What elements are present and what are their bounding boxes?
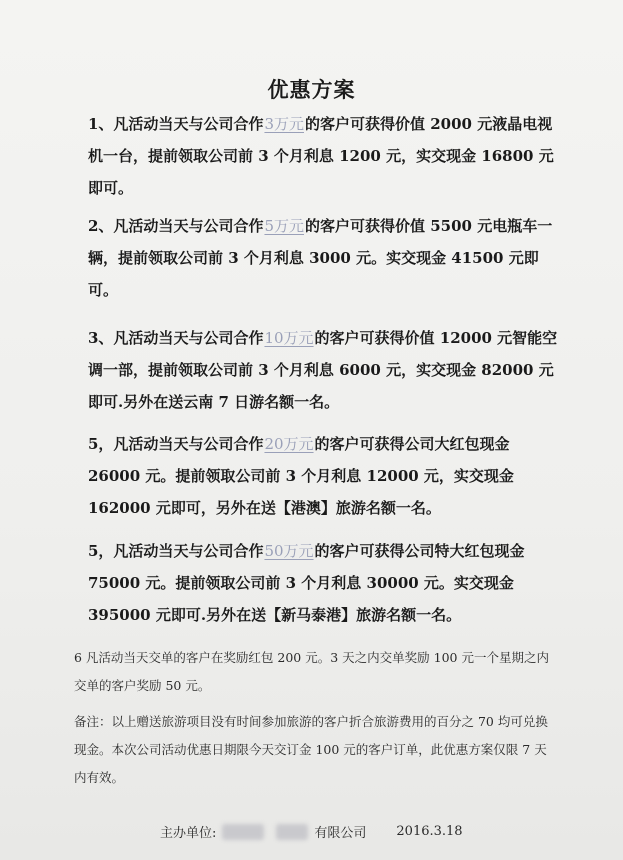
offer-text: 的客户可获得公司特大红包现金 75000 元。提前领取公司前 3 个月利息 30000 元。实交现金 395000 元即可.另外在送【新马泰港】旅游名额一名。 (88, 542, 525, 624)
offer-text: 的客户可获得价值 12000 元智能空调一部，提前领取公司前 3 个月利息 6000 元，实交现金 82000 元即可.另外在送云南 7 日游名额一名。 (88, 329, 558, 411)
offer-text: 2、凡活动当天与公司合作 (88, 217, 264, 235)
offer-text: 的客户可获得公司大红包现金 26000 元。提前领取公司前 3 个月利息 12000 元，实交现金 162000 元即可，另外在送【港澳】旅游名额一名。 (88, 435, 514, 517)
offer-amount: 10万元 (264, 329, 314, 347)
remark-note: 备注：以上赠送旅游项目没有时间参加旅游的客户折合旅游费用的百分之 70 均可兑换现金。本次公司活动优惠日期限今天交订金 100 元的客户订单，此优惠方案仅限 7 天内有效。 (74, 714, 548, 785)
redacted-block (222, 824, 264, 840)
offer-text: 5，凡活动当天与公司合作 (88, 542, 264, 560)
offer-item-2 (88, 210, 558, 306)
offer-text: 3、凡活动当天与公司合作 (88, 329, 264, 347)
offer-text: 1、凡活动当天与公司合作 (88, 115, 264, 133)
offer-amount: 5万元 (264, 217, 304, 235)
offer-amount: 20万元 (264, 435, 314, 453)
document-title: 优惠方案 (267, 77, 356, 102)
offer-item-3 (88, 322, 558, 418)
offer-item-5 (88, 535, 558, 631)
offer-amount: 3万元 (264, 115, 304, 133)
offer-text: 的客户可获得价值 5500 元电瓶车一辆，提前领取公司前 3 个月利息 3000 元。实交现金 41500 元即可。 (88, 217, 553, 299)
offer-item-4 (88, 428, 558, 524)
document-date: 2016.3.18 (396, 824, 463, 839)
offer-text: 5，凡活动当天与公司合作 (88, 435, 264, 453)
footer (160, 822, 463, 841)
offer-text: 的客户可获得价值 2000 元液晶电视机一台，提前领取公司前 3 个月利息 1200 元，实交现金 16800 元即可。 (88, 115, 554, 197)
bonus-note: 6 凡活动当天交单的客户在奖励红包 200 元。3 天之内交单奖励 100 元一个星期之内交单的客户奖励 50 元。 (74, 650, 549, 693)
redacted-block (276, 824, 308, 840)
company-suffix: 有限公司 (314, 826, 367, 841)
offer-amount: 50万元 (264, 542, 314, 560)
offer-item-1 (88, 108, 558, 204)
organizer-label: 主办单位: (160, 826, 217, 841)
